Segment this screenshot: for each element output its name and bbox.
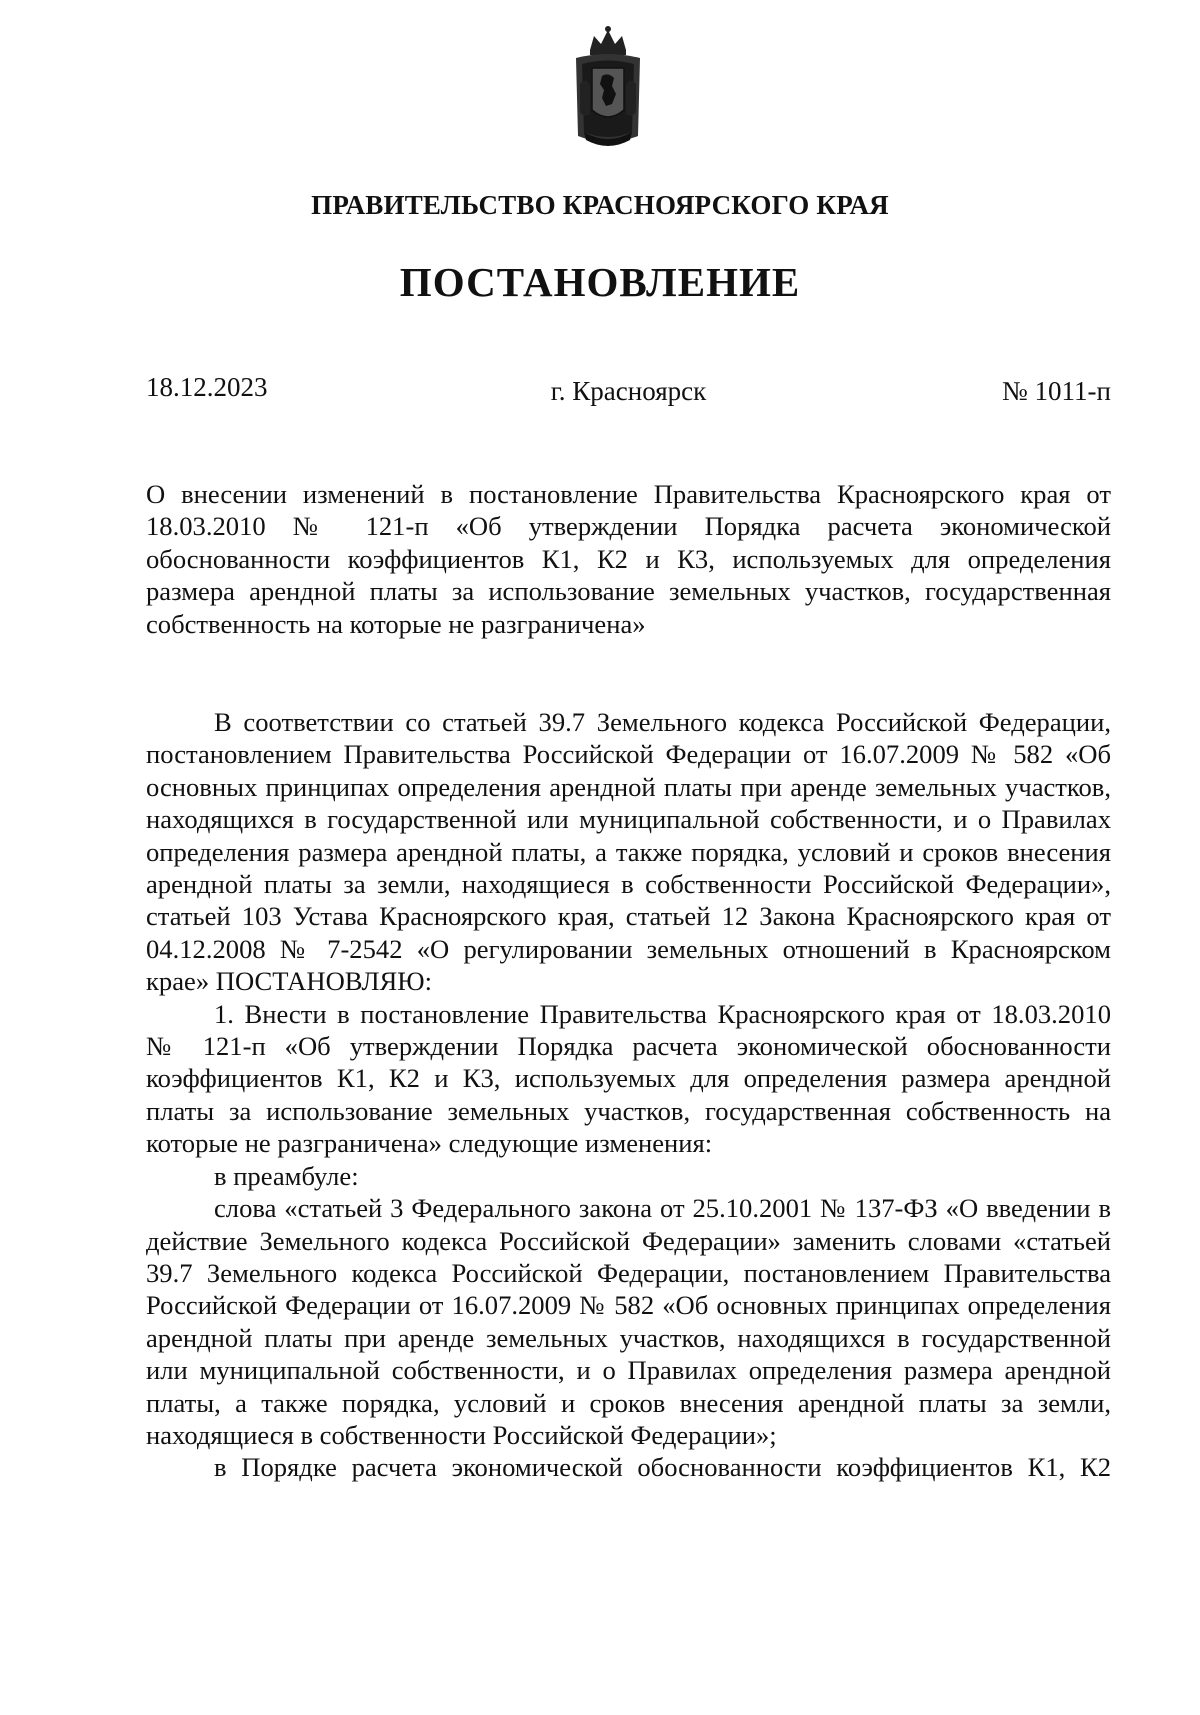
document-date: 18.12.2023: [146, 372, 268, 402]
item-1-paragraph: 1. Внести в постановление Правительства Красноярского края от 18.03.2010 № 121-п «Об утверждении Порядка расчета экономической обоснованности коэффициентов К1, К2 и К3, используемых для определения размера арендной платы за использование земельных участков, государственная собственность на которые не разграничена» следующие изменения:: [146, 998, 1111, 1159]
subject-paragraph: О внесении изменений в постановление Правительства Красноярского края от 18.03.2010 № 121-п «Об утверждении Порядка расчета экономической обоснованности коэффициентов К1, К2 и К3, используемых для определения размера арендной платы за использование земельных участков, государственная собственность на которые не разграничена»: [146, 479, 1111, 639]
in-preamble-paragraph: в преамбуле:: [214, 1160, 359, 1191]
preamble-paragraph: В соответствии со статьей 39.7 Земельного кодекса Российской Федерации, постановлением Правительства Российской Федерации от 16.07.2009 № 582 «Об основных принципах определения арендной платы при аренде земельных участков, находящихся в государственной или муниципальной собственности, и о Правилах определения размера арендной платы, а также порядка, условий и сроков внесения арендной платы за земли, находящиеся в собственности Российской Федерации», статьей 103 Устава Красноярского края, статьей 12 Закона Красноярского края от 04.12.2008 № 7-2542 «О регулировании земельных отношений в Красноярском крае» ПОСТАНОВЛЯЮ:: [146, 707, 1111, 997]
document-city: г. Красноярск: [550, 376, 707, 406]
document-meta: [146, 372, 1111, 406]
replace-words-paragraph: слова «статьей 3 Федерального закона от 25.10.2001 № 137-ФЗ «О введении в действие Земельного кодекса Российской Федерации» заменить словами «статьей 39.7 Земельного кодекса Российской Федерации, постановлением Правительства Российской Федерации от 16.07.2009 № 582 «Об основных принципах определения арендной платы при аренде земельных участков, находящихся в государственной или муниципальной собственности, и о Правилах определения размера арендной платы, а также порядка, условий и сроков внесения арендной платы за земли, находящиеся в собственности Российской Федерации»;: [146, 1193, 1111, 1450]
coat-of-arms-icon: [568, 24, 648, 152]
in-order-paragraph: в Порядке расчета экономической обоснованности коэффициентов К1, К2: [214, 1452, 1111, 1483]
document-body: [146, 706, 1111, 1484]
organization-title: ПРАВИТЕЛЬСТВО КРАСНОЯРСКОГО КРАЯ: [311, 190, 889, 220]
document-number: № 1011-п: [1002, 376, 1111, 406]
document-subject: [146, 478, 1111, 640]
document-type-title: ПОСТАНОВЛЕНИЕ: [399, 259, 801, 305]
